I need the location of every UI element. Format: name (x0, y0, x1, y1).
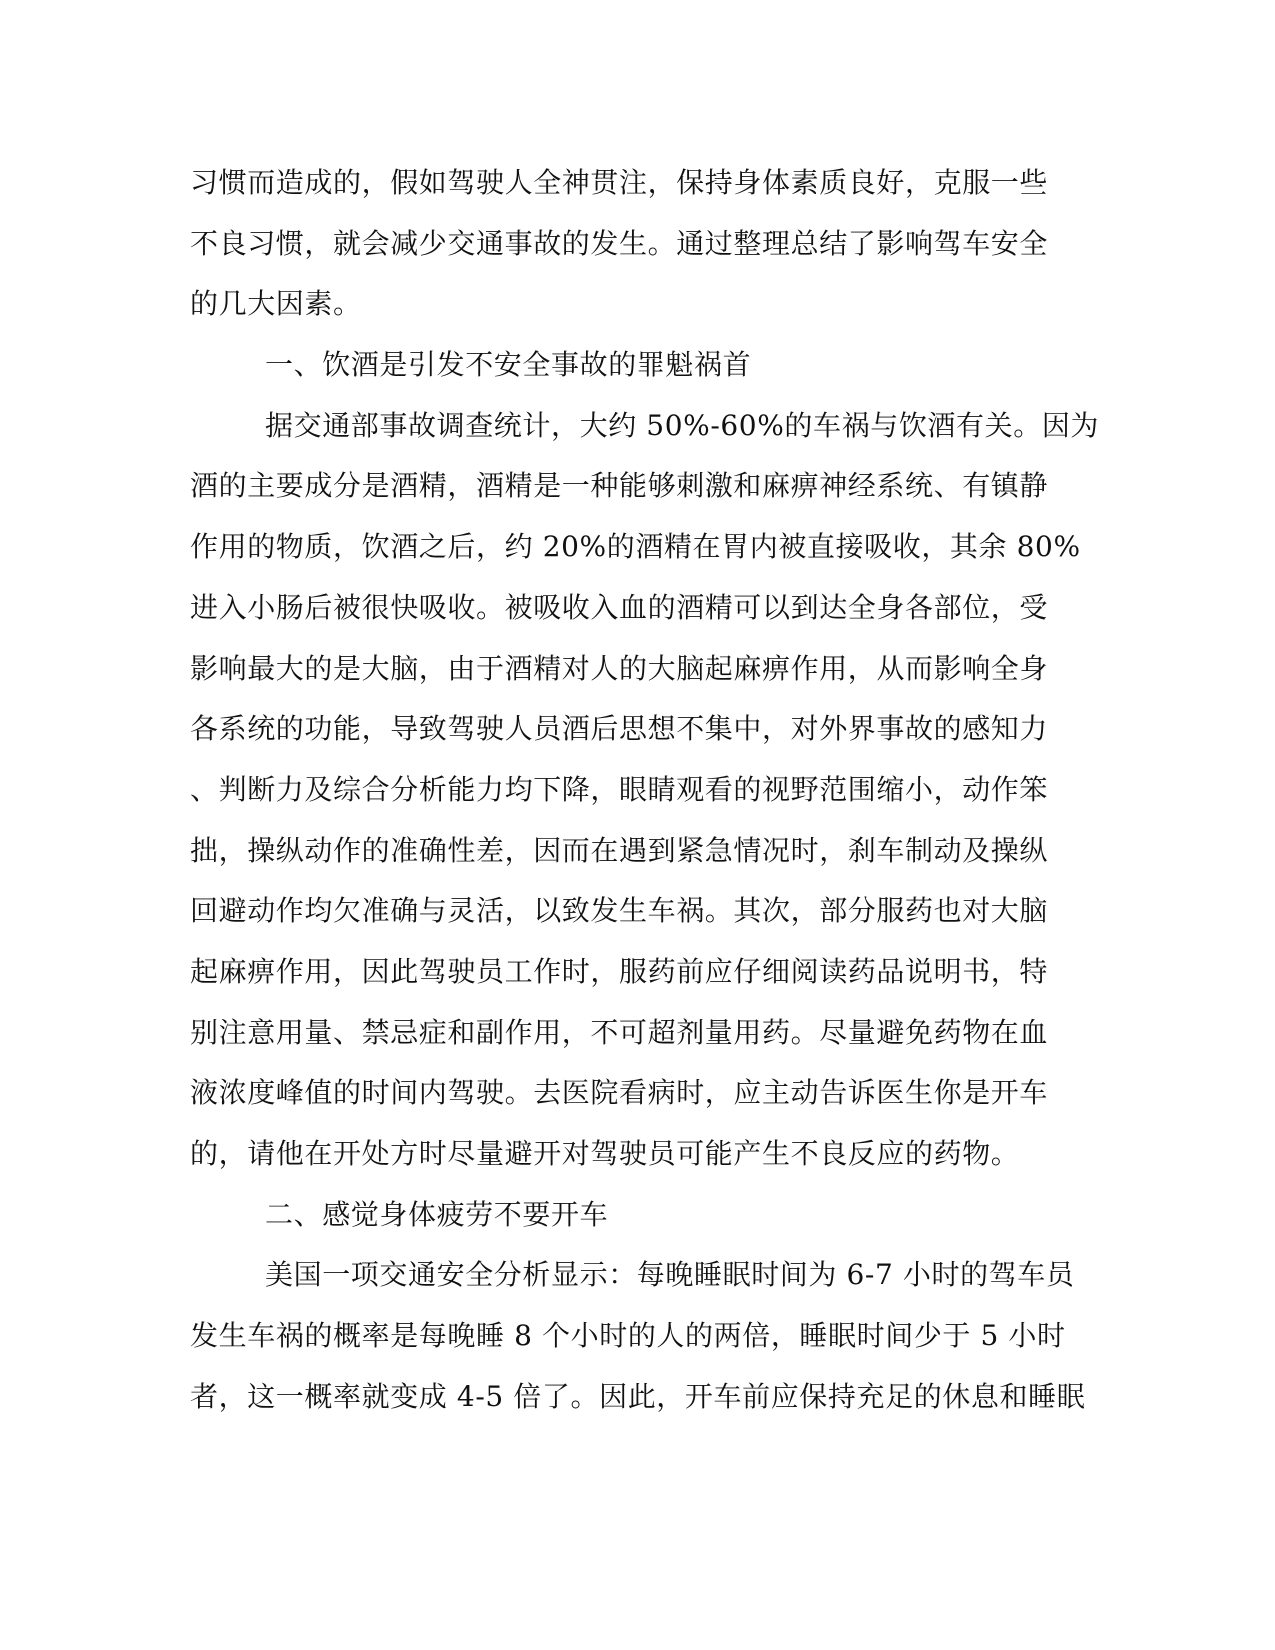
text-line: 各系统的功能，导致驾驶人员酒后思想不集中，对外界事故的感知力 (190, 712, 1049, 746)
text-line: 回避动作均欠准确与灵活，以致发生车祸。其次，部分服药也对大脑 (190, 894, 1049, 928)
text-line: 的几大因素。 (190, 287, 362, 321)
body-text (190, 153, 1100, 1427)
text-line: 影响最大的是大脑，由于酒精对人的大脑起麻痹作用，从而影响全身 (190, 651, 1049, 685)
text-line: 作用的物质，饮酒之后，约 20%的酒精在胃内被直接吸收，其余 80% (190, 530, 1081, 564)
section-heading-2: 二、感觉身体疲劳不要开车 (265, 1197, 609, 1231)
text-line: 习惯而造成的，假如驾驶人全神贯注，保持身体素质良好，克服一些 (190, 166, 1049, 199)
text-line: 酒的主要成分是酒精，酒精是一种能够刺激和麻痹神经系统、有镇静 (190, 469, 1049, 503)
paragraph-start: 据交通部事故调查统计，大约 50%-60%的车祸与饮酒有关。因为 (265, 408, 1100, 442)
text-line: 起麻痹作用，因此驾驶员工作时，服药前应仔细阅读药品说明书，特 (190, 954, 1049, 988)
section-heading-1: 一、饮酒是引发不安全事故的罪魁祸首 (265, 348, 752, 382)
text-line: 不良习惯，就会减少交通事故的发生。通过整理总结了影响驾车安全 (190, 226, 1049, 260)
paragraph-start: 美国一项交通安全分析显示：每晚睡眠时间为 6-7 小时的驾车员 (265, 1258, 1075, 1292)
text-line: 者，这一概率就变成 4-5 倍了。因此，开车前应保持充足的休息和睡眠 (190, 1379, 1086, 1413)
text-line: 、判断力及综合分析能力均下降，眼睛观看的视野范围缩小，动作笨 (190, 772, 1049, 806)
text-line: 的，请他在开处方时尽量避开对驾驶员可能产生不良反应的药物。 (190, 1137, 1020, 1170)
text-line: 拙，操纵动作的准确性差，因而在遇到紧急情况时，刹车制动及操纵 (190, 833, 1049, 867)
text-line: 液浓度峰值的时间内驾驶。去医院看病时，应主动告诉医生你是开车 (190, 1076, 1049, 1110)
text-line: 发生车祸的概率是每晚睡 8 个小时的人的两倍，睡眠时间少于 5 小时 (190, 1319, 1066, 1353)
text-line: 别注意用量、禁忌症和副作用，不可超剂量用药。尽量避免药物在血 (190, 1015, 1049, 1049)
text-line: 进入小肠后被很快吸收。被吸收入血的酒精可以到达全身各部位，受 (190, 590, 1049, 624)
